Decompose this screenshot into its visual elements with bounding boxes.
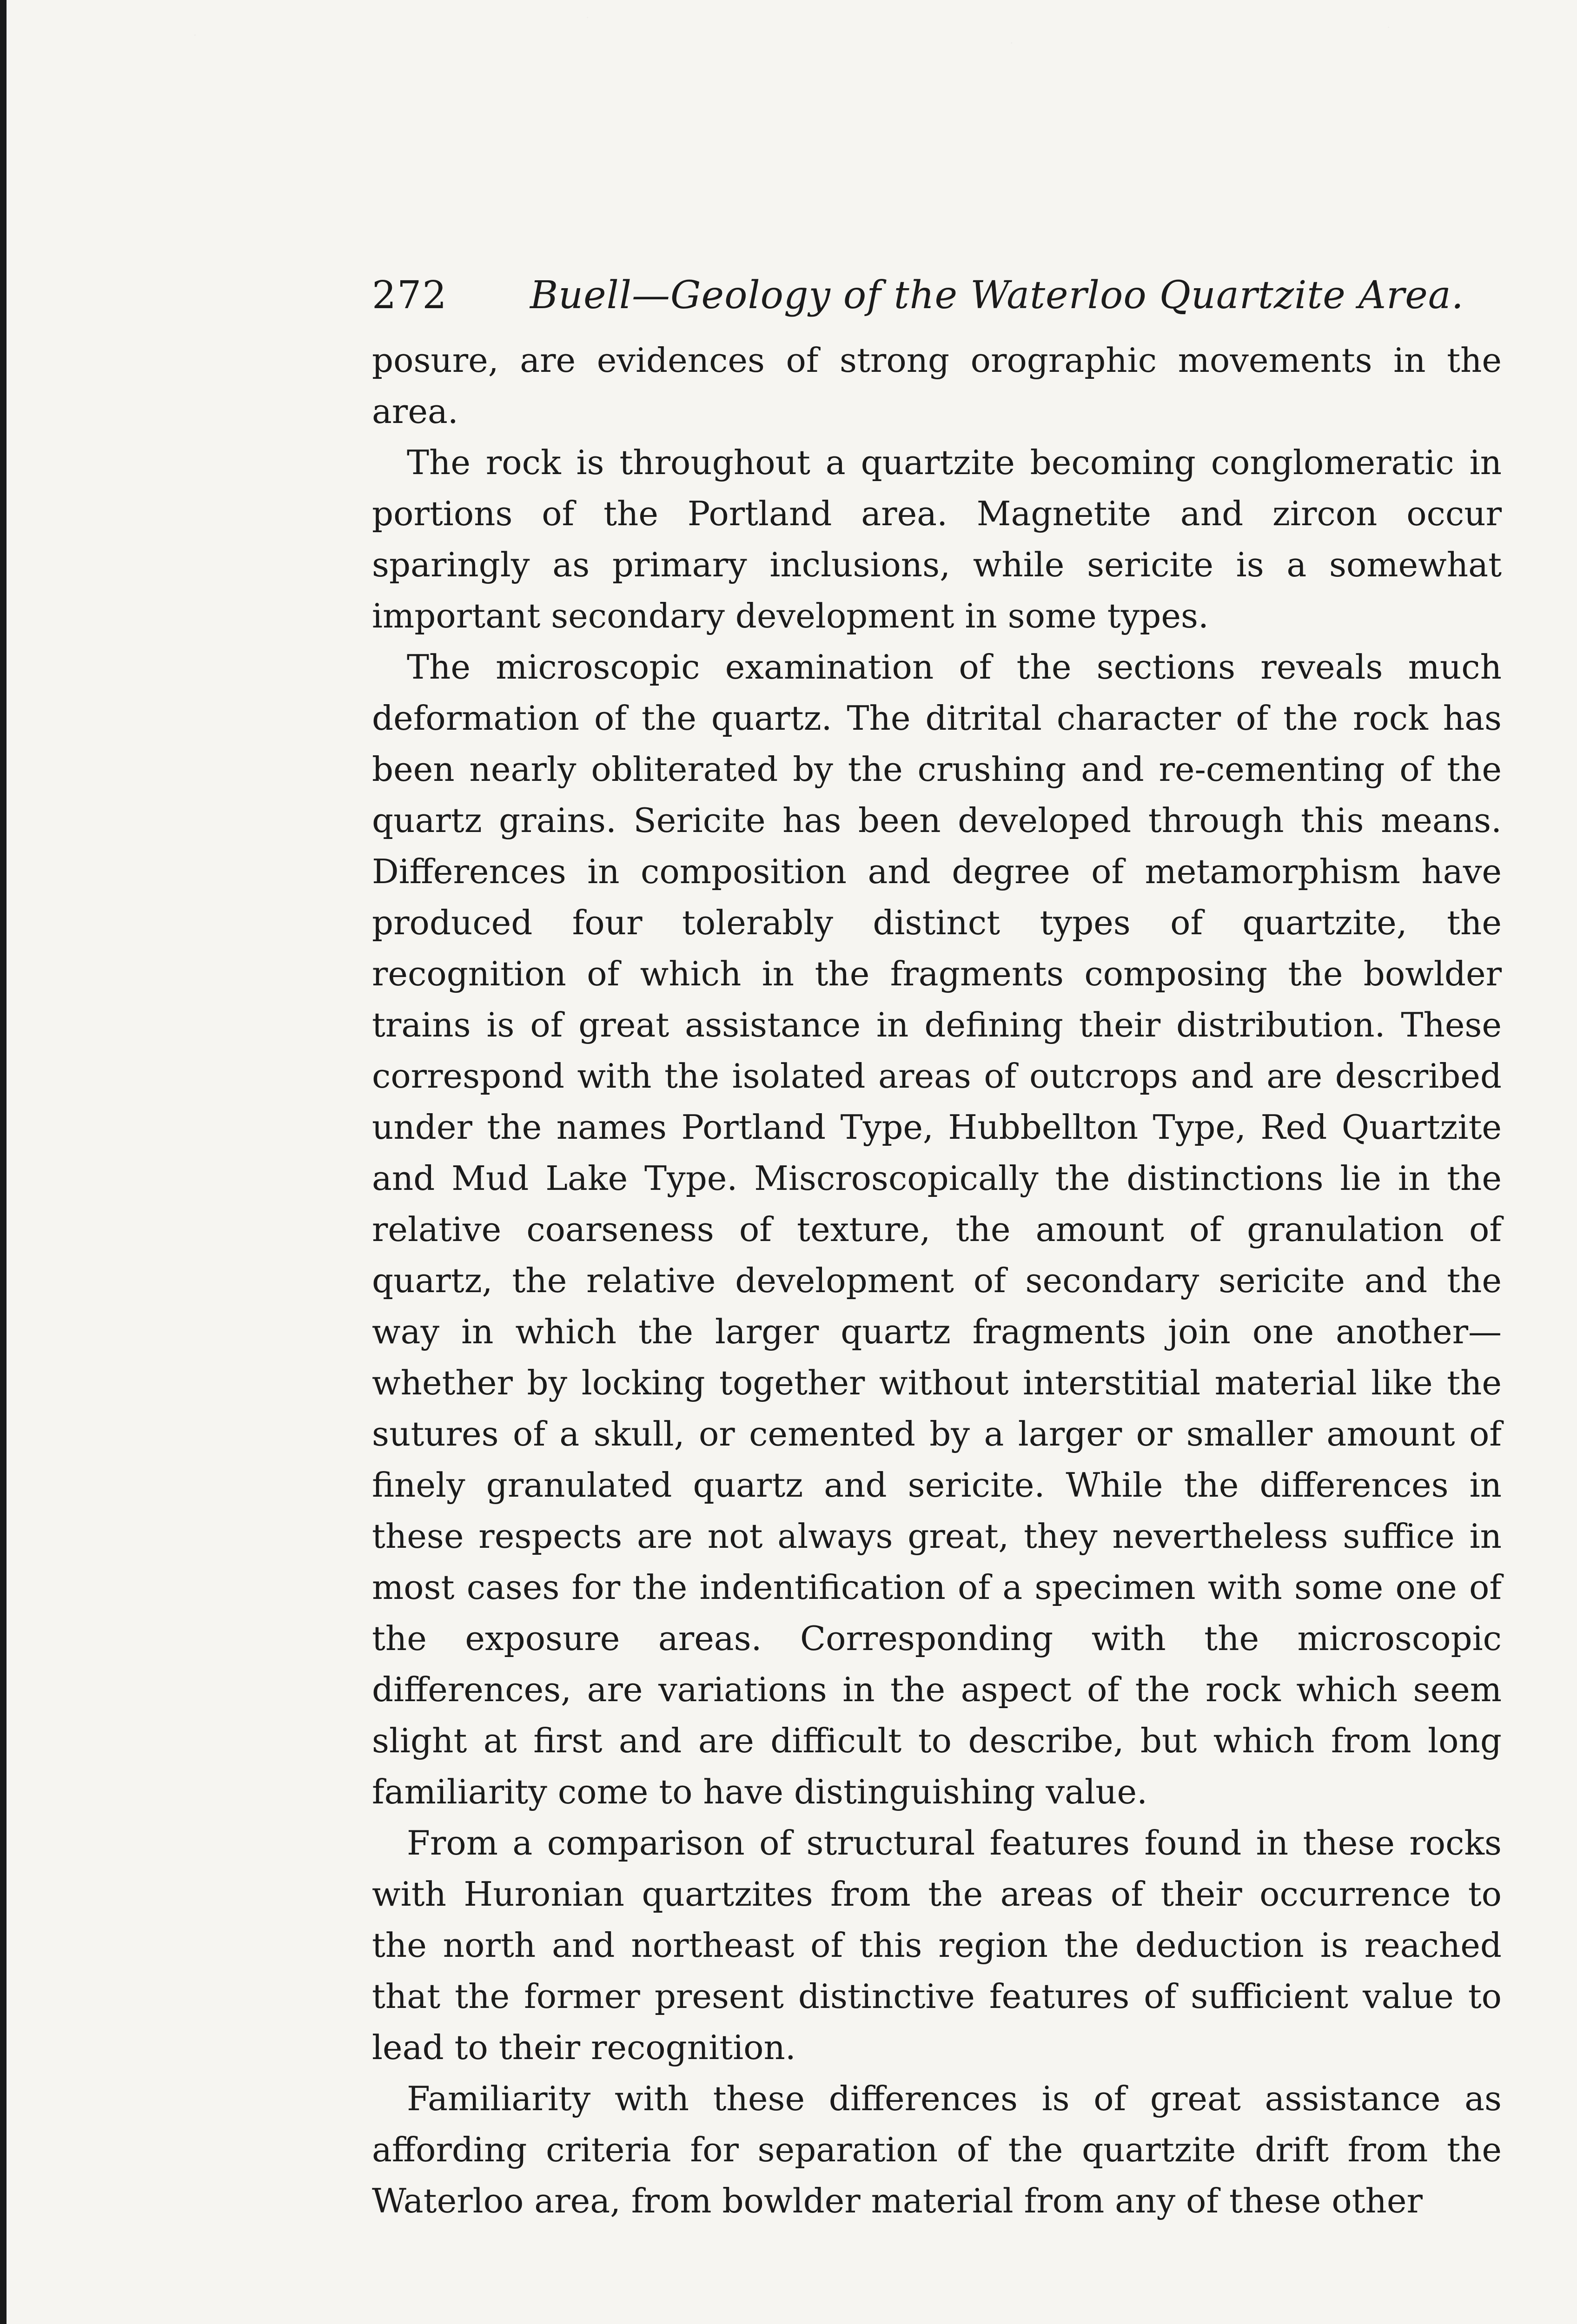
paragraph-continuation: posure, are evidences of strong orographic movements in the area. [372, 341, 1502, 431]
scan-speckle [7, 0, 1577, 195]
paragraph-familiarity: Familiarity with these differences is of great assistance as affording criteria for separation of the quartzite drift from the Waterloo area, from bowlder material from any of these other [372, 2079, 1502, 2220]
paragraph-microscopic-examination: The microscopic examination of the sections reveals much deformation of the quartz. The ditrital character of the rock has been nearly obliterated by the crushing and re-cementing of the quartz grains. Sericite has been developed through this means. Differences in composition and degree of metamorphism have produced four tolerably distinct types of quartzite, the recognition of which in the fragments composing the bowlder trains is of great assistance in defining their distribution. These correspond with the isolated areas of outcrops and are described under the names Portland Type, Hubbellton Type, Red Quartzite and Mud Lake Type. Miscroscopically the distinctions lie in the relative coarseness of texture, the amount of granulation of quartz, the relative development of secondary sericite and the way in which the larger quartz fragments join one another—whether by locking together without interstitial material like the sutures of a skull, or cemented by a larger or smaller amount of finely granulated quartz and sericite. While the differences in these respects are not always great, they nevertheless suffice in most cases for the indentification of a specimen with some one of the exposure areas. Corresponding with the microscopic differences, are variations in the aspect of the rock which seem slight at first and are difficult to describe, but which from long familiarity come to have distinguishing value. [372, 647, 1502, 1811]
paragraph-huronian-comparison: From a comparison of structural features found in these rocks with Huronian quartzites from the areas of their occurrence to the north and northeast of this region the deduction is reached that the former present distinctive features of sufficient value to lead to their recognition. [372, 1823, 1502, 2067]
running-title: Buell—Geology of the Waterloo Quartzite Area. [530, 273, 1464, 317]
page-content [372, 265, 1502, 2226]
body-text [372, 335, 1502, 2226]
paragraph-rock-description: The rock is throughout a quartzite becoming conglomeratic in portions of the Portland area. Magnetite and zircon occur sparingly as primary inclusions, while sericite is a somewhat important secondary development in some types. [372, 443, 1502, 635]
running-head [372, 265, 1502, 325]
scan-edge-left [0, 0, 7, 2324]
page-number: 272 [372, 273, 448, 317]
